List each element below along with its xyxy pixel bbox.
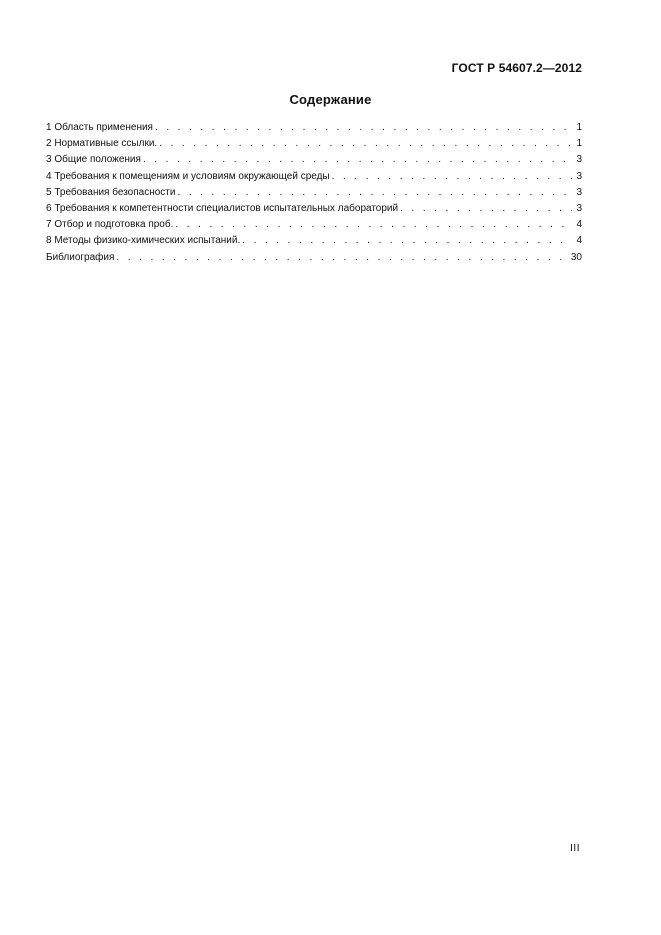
toc-entry[interactable]: [46, 136, 582, 152]
toc-dot-leader: [116, 250, 568, 266]
page-number: III: [570, 843, 580, 854]
toc-entry-page: 4: [576, 235, 582, 247]
toc-entry-title: 4 Требования к помещениям и условиям окружающей среды: [46, 170, 330, 182]
toc-dot-leader: [159, 136, 572, 152]
toc-entry[interactable]: [46, 201, 582, 217]
toc-entry-page: 4: [576, 219, 582, 231]
toc-dot-leader: [332, 169, 572, 185]
toc-entry-page: 3: [576, 170, 582, 182]
toc-entry-page: 30: [570, 251, 582, 263]
toc-entry[interactable]: [46, 233, 582, 249]
toc-entry[interactable]: [46, 152, 582, 168]
toc-entry-page: 3: [576, 186, 582, 198]
toc-dot-leader: [175, 217, 572, 233]
toc-entry-title: 7 Отбор и подготовка проб.: [46, 219, 174, 231]
toc-entry-page: 1: [576, 138, 582, 150]
toc-entry[interactable]: [46, 120, 582, 136]
toc-entry[interactable]: [46, 185, 582, 201]
toc-entry[interactable]: [46, 217, 582, 233]
document-code: ГОСТ Р 54607.2—2012: [451, 61, 582, 75]
toc-dot-leader: [143, 152, 572, 168]
toc-entry-title: Библиография: [46, 251, 115, 263]
toc-dot-leader: [155, 120, 572, 136]
toc-entry-title: 8 Методы физико-химических испытаний.: [46, 235, 241, 247]
toc-dot-leader: [177, 185, 572, 201]
toc-entry-title: 2 Нормативные ссылки.: [46, 138, 158, 150]
toc-entry-title: 3 Общие положения: [46, 154, 141, 166]
table-of-contents: [46, 120, 582, 266]
toc-dot-leader: [400, 201, 572, 217]
toc-entry-page: 3: [576, 154, 582, 166]
toc-entry-page: 3: [576, 202, 582, 214]
toc-entry-page: 1: [576, 122, 582, 133]
toc-dot-leader: [242, 233, 572, 249]
toc-entry[interactable]: [46, 250, 582, 266]
toc-entry[interactable]: [46, 169, 582, 185]
toc-entry-title: 5 Требования безопасности: [46, 186, 176, 198]
toc-entry-title: 1 Область применения: [46, 122, 153, 133]
toc-entry-title: 6 Требования к компетентности специалистов испытательных лабораторий: [46, 202, 399, 214]
toc-title: Содержание: [289, 92, 372, 107]
